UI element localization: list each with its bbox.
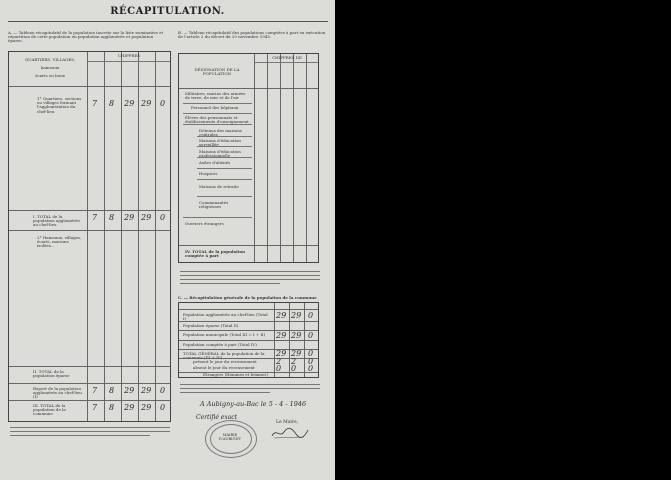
footnote-line <box>180 283 280 284</box>
row-label-total-2: II. TOTAL de la population éparse <box>33 369 70 379</box>
row-line <box>197 196 252 197</box>
row-label-c: Population comptée à part (Total IV) <box>183 342 257 347</box>
cell-value: 0 <box>308 331 314 340</box>
cell-value: 29 <box>124 213 135 222</box>
cell-value: 0 <box>160 99 166 108</box>
footnote-line <box>10 427 170 428</box>
col-line <box>293 54 294 262</box>
row-label-b: Maisons de retraite <box>199 184 239 189</box>
row-line <box>197 146 252 147</box>
row-line <box>197 157 252 158</box>
col-header-hameaux: hameaux <box>40 65 60 70</box>
header-line <box>179 309 318 310</box>
col-header-chiffres-b: CHIFFRES DE <box>272 55 302 60</box>
cell-value: 29 <box>124 99 135 108</box>
row-label-c: Population éparse (Total II) <box>183 323 239 328</box>
footnote-line <box>10 431 170 432</box>
row-line <box>183 113 252 114</box>
place-date: A Aubigny-au-Bac le 5 - 4 - 1946 <box>200 400 307 408</box>
cell-value: 0 <box>308 311 314 320</box>
row-line <box>9 366 170 367</box>
row-label-b: Communautés religieuses <box>199 200 229 210</box>
row-label-b: Ouvriers étrangers <box>185 221 224 226</box>
row-label-b: Maisons d'éducation surveillée <box>199 138 241 148</box>
col-line <box>254 54 255 262</box>
footnote-line <box>180 275 320 276</box>
cell-value: 8 <box>109 403 115 412</box>
row-line <box>183 217 252 218</box>
row-label-total-1: I. TOTAL de la population agglomérée au chef-lieu <box>33 214 80 228</box>
cell-value: 29 <box>291 331 302 340</box>
row-line <box>179 321 318 322</box>
cell-value: 0 <box>308 357 314 366</box>
col-header-subdivisions: QUARTIERS, VILLAGES, <box>24 57 76 62</box>
section-a-table <box>8 51 171 422</box>
cell-value: 29 <box>276 349 287 358</box>
row-label-b: Personnel des hôpitaux <box>191 105 239 110</box>
cell-value: 8 <box>109 386 115 395</box>
row-label-b: Maisons d'éducation professionnelle <box>199 149 241 159</box>
row-label-agglomeration: 1° Quartiers, sections ou villages formant l'agglomération du chef-lieu <box>37 96 82 114</box>
cell-value: 29 <box>276 311 287 320</box>
row-label-b: Asiles d'aliénés <box>199 160 231 165</box>
cell-value: 0 <box>291 364 297 373</box>
cell-value: 29 <box>291 311 302 320</box>
row-label-total-3: III. TOTAL de la population de la commune <box>33 403 66 417</box>
cell-value: 29 <box>141 99 152 108</box>
row-line <box>197 168 252 169</box>
header-line <box>254 62 318 63</box>
cell-value: 8 <box>109 213 115 222</box>
footnote-line <box>10 435 150 436</box>
row-label-b: Hospices <box>199 171 218 176</box>
section-a-heading: A. — Tableau récapitulatif de la population inscrite sur la liste nominative et répartition de cette population en population agglomérée et population éparse. <box>8 30 164 44</box>
row-label-c: présent le jour du recensement <box>193 359 257 364</box>
cell-value: 29 <box>291 349 302 358</box>
cell-value: 29 <box>124 403 135 412</box>
cell-value: 2 <box>276 357 282 366</box>
row-line <box>179 340 318 341</box>
col-header-designation: DÉSIGNATION DE LA POPULATION <box>194 67 240 77</box>
header-line <box>87 61 170 62</box>
cell-value: 29 <box>124 386 135 395</box>
col-line <box>280 54 281 262</box>
footnote-line <box>180 384 320 385</box>
page-title: RÉCAPITULATION. <box>110 6 225 17</box>
le-maire-label: Le Maire, <box>276 420 299 425</box>
cell-value: 7 <box>92 403 98 412</box>
cell-value: 7 <box>92 386 98 395</box>
cell-value: 7 <box>92 99 98 108</box>
section-b-table <box>178 53 319 263</box>
col-header-chiffres: CHIFFRES <box>117 53 141 58</box>
cell-value: 7 <box>92 213 98 222</box>
cell-value: 29 <box>141 386 152 395</box>
row-label-c: Population municipale (Total III = I + II) <box>183 332 266 337</box>
census-document-page <box>0 0 335 480</box>
row-label-c: absent le jour du recensement <box>193 365 255 370</box>
row-label-b: Détenus des maisons centrales <box>199 128 242 138</box>
footnote-line <box>180 271 320 272</box>
row-label-c: TOTAL GÉNÉRAL de la population de la commune (III + IV) <box>183 351 265 361</box>
row-line <box>179 245 318 246</box>
row-line <box>9 383 170 384</box>
cell-value: 0 <box>308 364 314 373</box>
footnote-line <box>180 279 320 280</box>
col-line <box>306 54 307 262</box>
row-line <box>9 230 170 231</box>
header-line <box>179 88 318 89</box>
row-line <box>197 179 252 180</box>
header-line <box>9 86 170 87</box>
section-b-heading: B. — Tableau récapitulatif des populations comptées à part en exécution de l'article 2 du décret du 20 novembre 1945. <box>178 30 326 40</box>
cell-value: 2 <box>291 357 297 366</box>
row-label-b: Militaires, marins des armées de terre, de mer et de l'air <box>185 91 246 101</box>
row-line <box>9 210 170 211</box>
row-line <box>183 124 252 125</box>
section-c-heading: C. — Récapitulation générale de la population de la commune <box>178 295 317 300</box>
footnote-line <box>180 388 320 389</box>
row-line <box>197 136 252 137</box>
row-label-c: Étrangers (Hommes et femmes) <box>203 372 268 377</box>
cell-value: 8 <box>109 99 115 108</box>
certifie-text: Certifié exact <box>196 414 238 421</box>
mayor-signature <box>270 426 310 440</box>
row-label-b: Élèves des pensionnats et établissements d'enseignement <box>185 115 249 125</box>
footnote-line <box>180 392 270 393</box>
row-label-c: Population agglomérée au chef-lieu (Total I) <box>183 312 268 322</box>
col-header-names: écarts ou lieux <box>35 73 65 78</box>
title-rule <box>8 21 328 22</box>
section-c-table <box>178 302 319 378</box>
cell-value: 0 <box>160 213 166 222</box>
row-label-total-4: IV. TOTAL de la population comptée à part <box>185 249 246 259</box>
cell-value: 0 <box>160 386 166 395</box>
cell-value: 29 <box>141 213 152 222</box>
cell-value: 29 <box>141 403 152 412</box>
row-line <box>9 400 170 401</box>
stamp-text: MAIRIE D'AUBIGNY <box>219 433 241 441</box>
row-line <box>183 103 252 104</box>
row-label-report: Report de la population agglomérée au chef-lieu (I) <box>33 386 82 400</box>
cell-value: 0 <box>160 403 166 412</box>
cell-value: 29 <box>276 331 287 340</box>
cell-value: 0 <box>308 349 314 358</box>
row-label-hameaux: 2° Hameaux, villages, écarts, maisons isolées... <box>37 235 82 249</box>
cell-value: 0 <box>276 364 282 373</box>
col-line <box>267 54 268 262</box>
